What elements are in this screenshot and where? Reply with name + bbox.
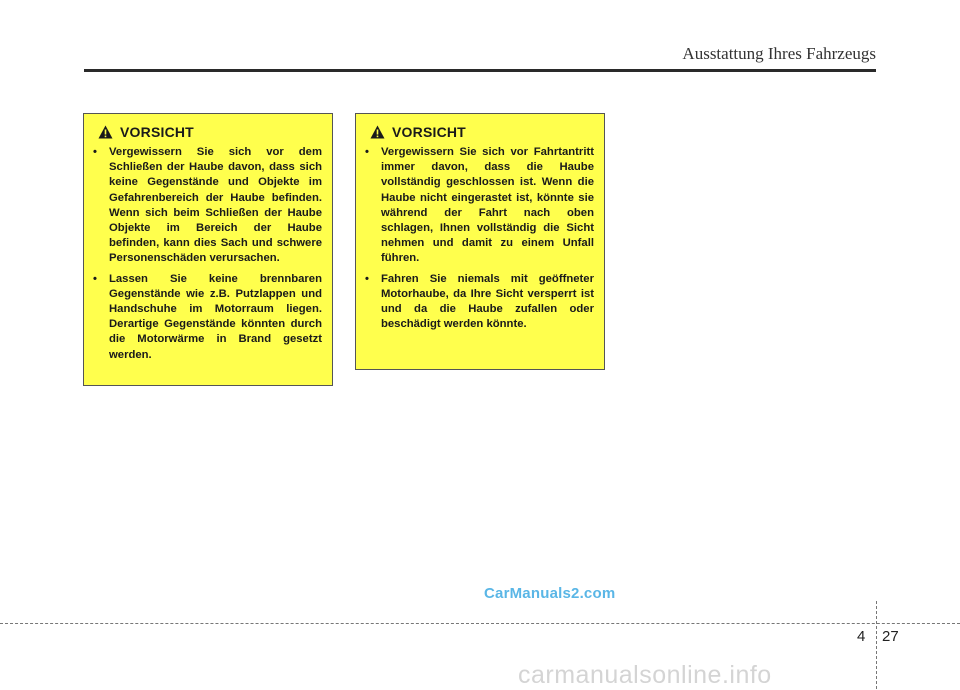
header-title: Ausstattung Ihres Fahrzeugs — [682, 44, 876, 63]
caution-box-hood-driving — [355, 113, 605, 370]
caution-item-text: Lassen Sie keine brennbaren Gegenstände wie z.B. Putzlappen und Handschuhe im Motorraum liegen. Derartige Gegenstände könnten durch die Motorwärme in Brand gesetzt werden. — [109, 272, 322, 361]
watermark-bottom: carmanualsonline.info — [518, 661, 772, 689]
watermark-link[interactable]: CarManuals2.com — [484, 585, 616, 602]
warning-triangle-icon — [98, 125, 113, 139]
warning-triangle-icon — [370, 125, 385, 139]
caution-item — [364, 145, 594, 267]
bullet: • — [365, 146, 369, 158]
footer-rule — [0, 623, 960, 624]
caution-item-text: Fahren Sie niemals mit geöffneter Motorhaube, da Ihre Sicht versperrt ist und da die Haube zufallen oder beschädigt werden könnte. — [381, 272, 594, 331]
caution-title-text: VORSICHT — [120, 124, 194, 140]
bullet: • — [93, 146, 97, 158]
bullet: • — [365, 272, 369, 285]
chapter-number: 4 — [857, 628, 866, 645]
caution-title — [370, 124, 594, 140]
caution-item — [364, 272, 594, 333]
caution-title-text: VORSICHT — [392, 124, 466, 140]
page-divider — [876, 601, 877, 689]
caution-item — [92, 272, 322, 363]
caution-item — [92, 145, 322, 267]
caution-title — [98, 124, 322, 140]
caution-item-text: Vergewissern Sie sich vor dem Schließen der Haube davon, dass sich keine Gegenstände und Objekte im Gefahrenbereich der Haube befinden. Wenn sich beim Schließen der Haube Objekte im Bereich der Haube befinden, kann dies Sach und schwere Personenschäden verursachen. — [109, 146, 322, 265]
page-number: 27 — [882, 628, 899, 645]
bullet: • — [93, 272, 97, 285]
caution-item-text: Vergewissern Sie sich vor Fahrtantritt immer davon, dass die Haube vollständig geschlossen ist. Wenn die Haube nicht eingerastet ist, könnte sie während der Fahrt nach oben schlagen, Ihnen vollständig die Sicht nehmen und damit zu einem Unfall führen. — [381, 146, 594, 265]
header-rule — [84, 69, 876, 72]
caution-box-hood-closing — [83, 113, 333, 386]
